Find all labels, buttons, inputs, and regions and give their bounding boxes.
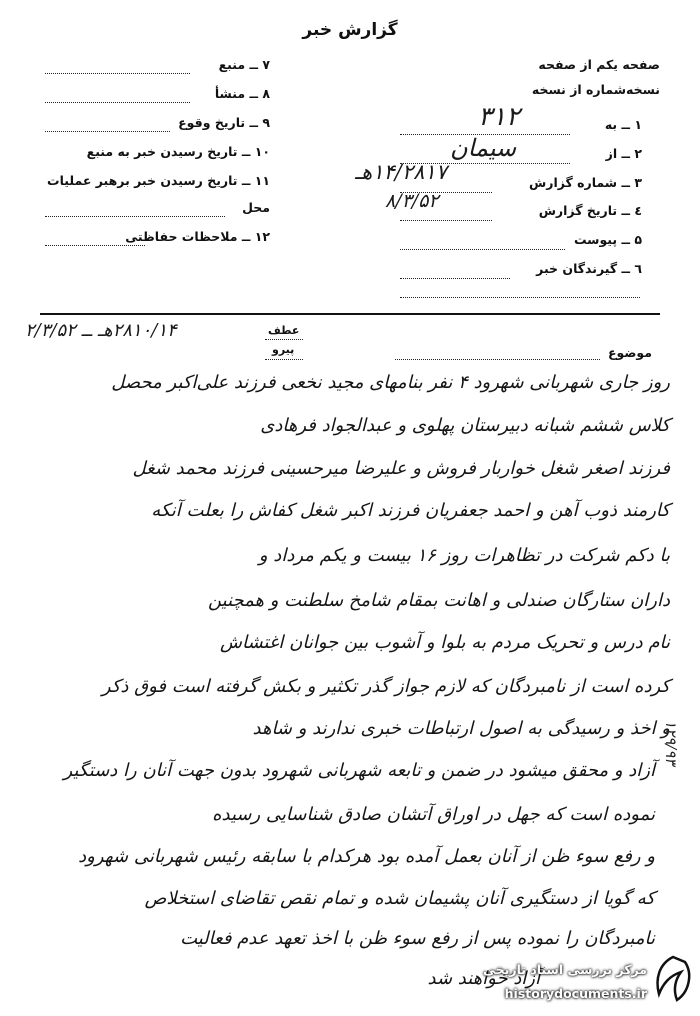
body-line-2: کلاس ششم شبانه دبیرستان پهلوی و عبدالجواد فرهادی [260,415,670,436]
atf-label: عطف [268,324,300,337]
field-source-receipt-label: ۱۰ ــ تاریخ رسیدن خبر به منبع [86,144,270,159]
watermark-url: historydocuments.ir [504,986,647,1001]
watermark-title: مرکز بررسی اسناد تاریخی [483,962,647,977]
field-security-notes-label: ۱۲ ــ ملاحظات حفاظتی [125,229,270,244]
body-line-6: داران ستارگان صندلی و اهانت بمقام شامخ سلطنت و همچنین [207,590,670,611]
peyro-dots [265,359,303,360]
field-report-number-value: ۱۴/۲۸۱۷هـ [355,160,447,184]
field-occurrence-date-dots [45,131,170,132]
field-ops-receipt-label: ۱۱ ــ تاریخ رسیدن خبر برهبر عملیات [47,173,270,188]
body-line-12: و رفع سوء ظن از آنان بعمل آمده بود هرکدام با سابقه رئیس شهربانی شهرود [78,846,655,867]
field-origin-dots [45,102,190,103]
header-divider [40,313,660,315]
body-line-1: روز جاری شهربانی شهرود ۴ نفر بنامهای مجید نخعی فرزند علی‌اکبر محصل [111,372,670,393]
copy-number-line: نسخه‌شماره از نسخه [531,82,660,97]
field-report-number-label: ۳ ــ شماره گزارش [529,175,642,190]
atf-dots [265,339,303,340]
field-report-date-dots [400,220,492,221]
field-report-date-label: ٤ ــ تاریخ گزارش [538,203,642,218]
field-from-label: ۲ ــ از [605,146,642,161]
subject-dots [395,359,600,360]
body-line-14: نامبردگان را نموده پس از رفع سوء ظن با اخذ تعهد عدم فعالیت [180,928,655,949]
field-attachment-dots [400,249,565,250]
field-occurrence-date-label: ۹ ــ تاریخ وقوع [178,115,270,130]
body-line-3: فرزند اصغر شغل خواربار فروش و علیرضا میرحسینی فرزند محمد شغل [132,458,670,479]
body-line-10: آزاد و محقق میشود در ضمن و تابعه شهربانی شهرود بدون جهت آنان را دستگیر [63,760,655,781]
field-recipients-dots [400,278,510,279]
subject-label: موضوع [607,345,652,360]
body-line-7: نام درس و تحریک مردم به بلوا و آشوب بین جوانان اغتشاش [220,632,670,653]
peyro-label: پیرو [272,343,295,356]
body-line-11: نموده است که جهل در اوراق آتشان صادق شناسایی رسیده [212,804,655,825]
field-attachment-label: ۵ ــ پیوست [573,232,642,247]
atf-value: ۲۸۱۰/۱۴هـ ــ ۲/۳/۵۲ [25,320,177,341]
field-recipients-label: ٦ ــ گیرندگان خبر [536,261,642,276]
body-line-15: آزاد خواهند شد [427,968,540,989]
field-to-value: ۳۱۲ [478,102,520,132]
field-source-label: ۷ ــ منبع [218,57,270,72]
body-line-8: کرده است از نامبردگان که لازم جواز گذر تکثیر و بکش گرفته است فوق ذکر [101,676,670,697]
field-from-value: سیمان [450,134,517,162]
archive-logo-icon [651,954,695,1004]
field-security-notes-dots [45,245,145,246]
field-report-date-value: ۸/۳/۵۲ [385,190,439,212]
body-line-9: و اخذ و رسیدگی به اصول ارتباطات خبری ندارند و شاهد [252,718,670,739]
field-to-label: ۱ ــ به [604,117,642,132]
field-origin-label: ۸ ــ منشأ [214,86,270,101]
page-title: گزارش خبر [302,20,398,40]
body-line-4: کارمند ذوب آهن و احمد جعفریان فرزند اکبر شغل کفاش را بعلت آنکه [151,500,670,521]
body-line-5: با دکم شرکت در تظاهرات روز ۱۶ بیست و یکم مرداد و [258,545,670,566]
field-recipients-dots-2 [400,297,640,298]
field-location-dots [45,216,225,217]
margin-note: ۱۲۹/۹۳ [662,720,680,766]
field-source-dots [45,73,190,74]
body-line-13: که گویا از دستگیری آنان پشیمان شده و تمام نقص تقاضای استخلاص [144,888,655,909]
field-location-label: محل [242,200,270,215]
page-count-line: صفحه یکم از صفحه [538,57,660,72]
